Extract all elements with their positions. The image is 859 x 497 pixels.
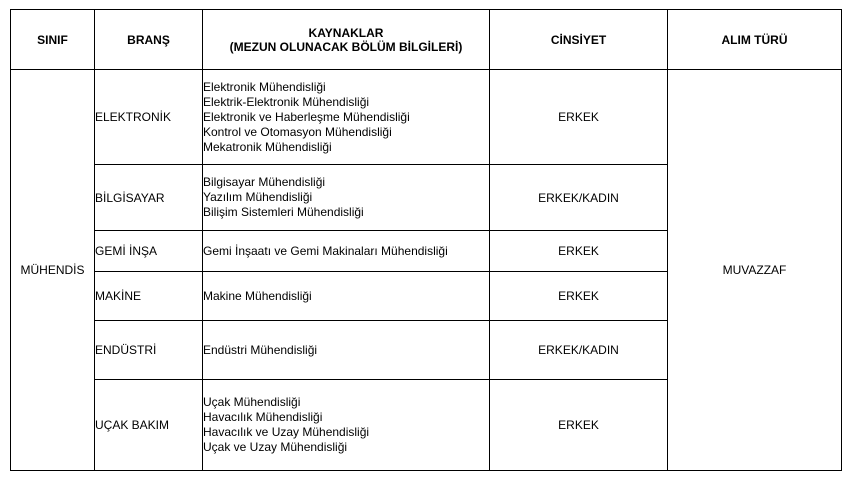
header-sinif: SINIF: [11, 10, 95, 70]
kaynaklar-cell: [203, 321, 490, 380]
recruitment-table-container: [10, 9, 842, 471]
brans-cell: ENDÜSTRİ: [95, 321, 203, 380]
header-alim-turu: ALIM TÜRÜ: [668, 10, 842, 70]
kaynak-item: Yazılım Mühendisliği: [203, 190, 313, 204]
kaynaklar-cell: [203, 380, 490, 471]
cinsiyet-cell: ERKEK: [490, 231, 668, 272]
kaynak-item: Havacılık ve Uzay Mühendisliği: [203, 425, 370, 439]
header-row: [11, 10, 842, 70]
kaynak-item: Mekatronik Mühendisliği: [203, 139, 332, 154]
cinsiyet-cell: ERKEK: [490, 70, 668, 165]
kaynak-item: Uçak Mühendisliği: [203, 395, 301, 409]
kaynak-item: Gemi İnşaatı ve Gemi Makinaları Mühendisliği: [203, 243, 448, 258]
alim-turu-cell: MUVAZZAF: [668, 70, 842, 471]
kaynak-item: Bilişim Sistemleri Mühendisliği: [203, 205, 364, 219]
recruitment-table: [10, 9, 842, 471]
header-brans: BRANŞ: [95, 10, 203, 70]
cinsiyet-cell: ERKEK: [490, 272, 668, 321]
kaynak-item: Elektrik-Elektronik Mühendisliği: [203, 94, 370, 109]
table-row: [11, 70, 842, 165]
header-kaynaklar-subtitle: (MEZUN OLUNACAK BÖLÜM BİLGİLERİ): [229, 39, 463, 54]
kaynaklar-cell: [203, 231, 490, 272]
kaynak-item: Havacılık Mühendisliği: [203, 410, 323, 424]
header-kaynaklar-title: KAYNAKLAR: [308, 25, 384, 40]
header-cinsiyet: CİNSİYET: [490, 10, 668, 70]
kaynak-item: Kontrol ve Otomasyon Mühendisliği: [203, 124, 392, 139]
table-body: [11, 70, 842, 471]
kaynak-item: Endüstri Mühendisliği: [203, 342, 318, 357]
brans-cell: BİLGİSAYAR: [95, 165, 203, 231]
kaynak-item: Makine Mühendisliği: [203, 288, 312, 303]
kaynak-item: Elektronik ve Haberleşme Mühendisliği: [203, 109, 410, 124]
kaynaklar-cell: [203, 70, 490, 165]
header-kaynaklar: [203, 10, 490, 70]
brans-cell: ELEKTRONİK: [95, 70, 203, 165]
kaynaklar-cell: [203, 272, 490, 321]
cinsiyet-cell: ERKEK: [490, 380, 668, 471]
cinsiyet-cell: ERKEK/KADIN: [490, 321, 668, 380]
cinsiyet-cell: ERKEK/KADIN: [490, 165, 668, 231]
kaynak-item: Uçak ve Uzay Mühendisliği: [203, 440, 348, 454]
brans-cell: MAKİNE: [95, 272, 203, 321]
brans-cell: UÇAK BAKIM: [95, 380, 203, 471]
sinif-cell: MÜHENDİS: [11, 70, 95, 471]
kaynaklar-cell: [203, 165, 490, 231]
kaynak-item: Elektronik Mühendisliği: [203, 79, 326, 94]
brans-cell: GEMİ İNŞA: [95, 231, 203, 272]
kaynak-item: Bilgisayar Mühendisliği: [203, 175, 326, 189]
